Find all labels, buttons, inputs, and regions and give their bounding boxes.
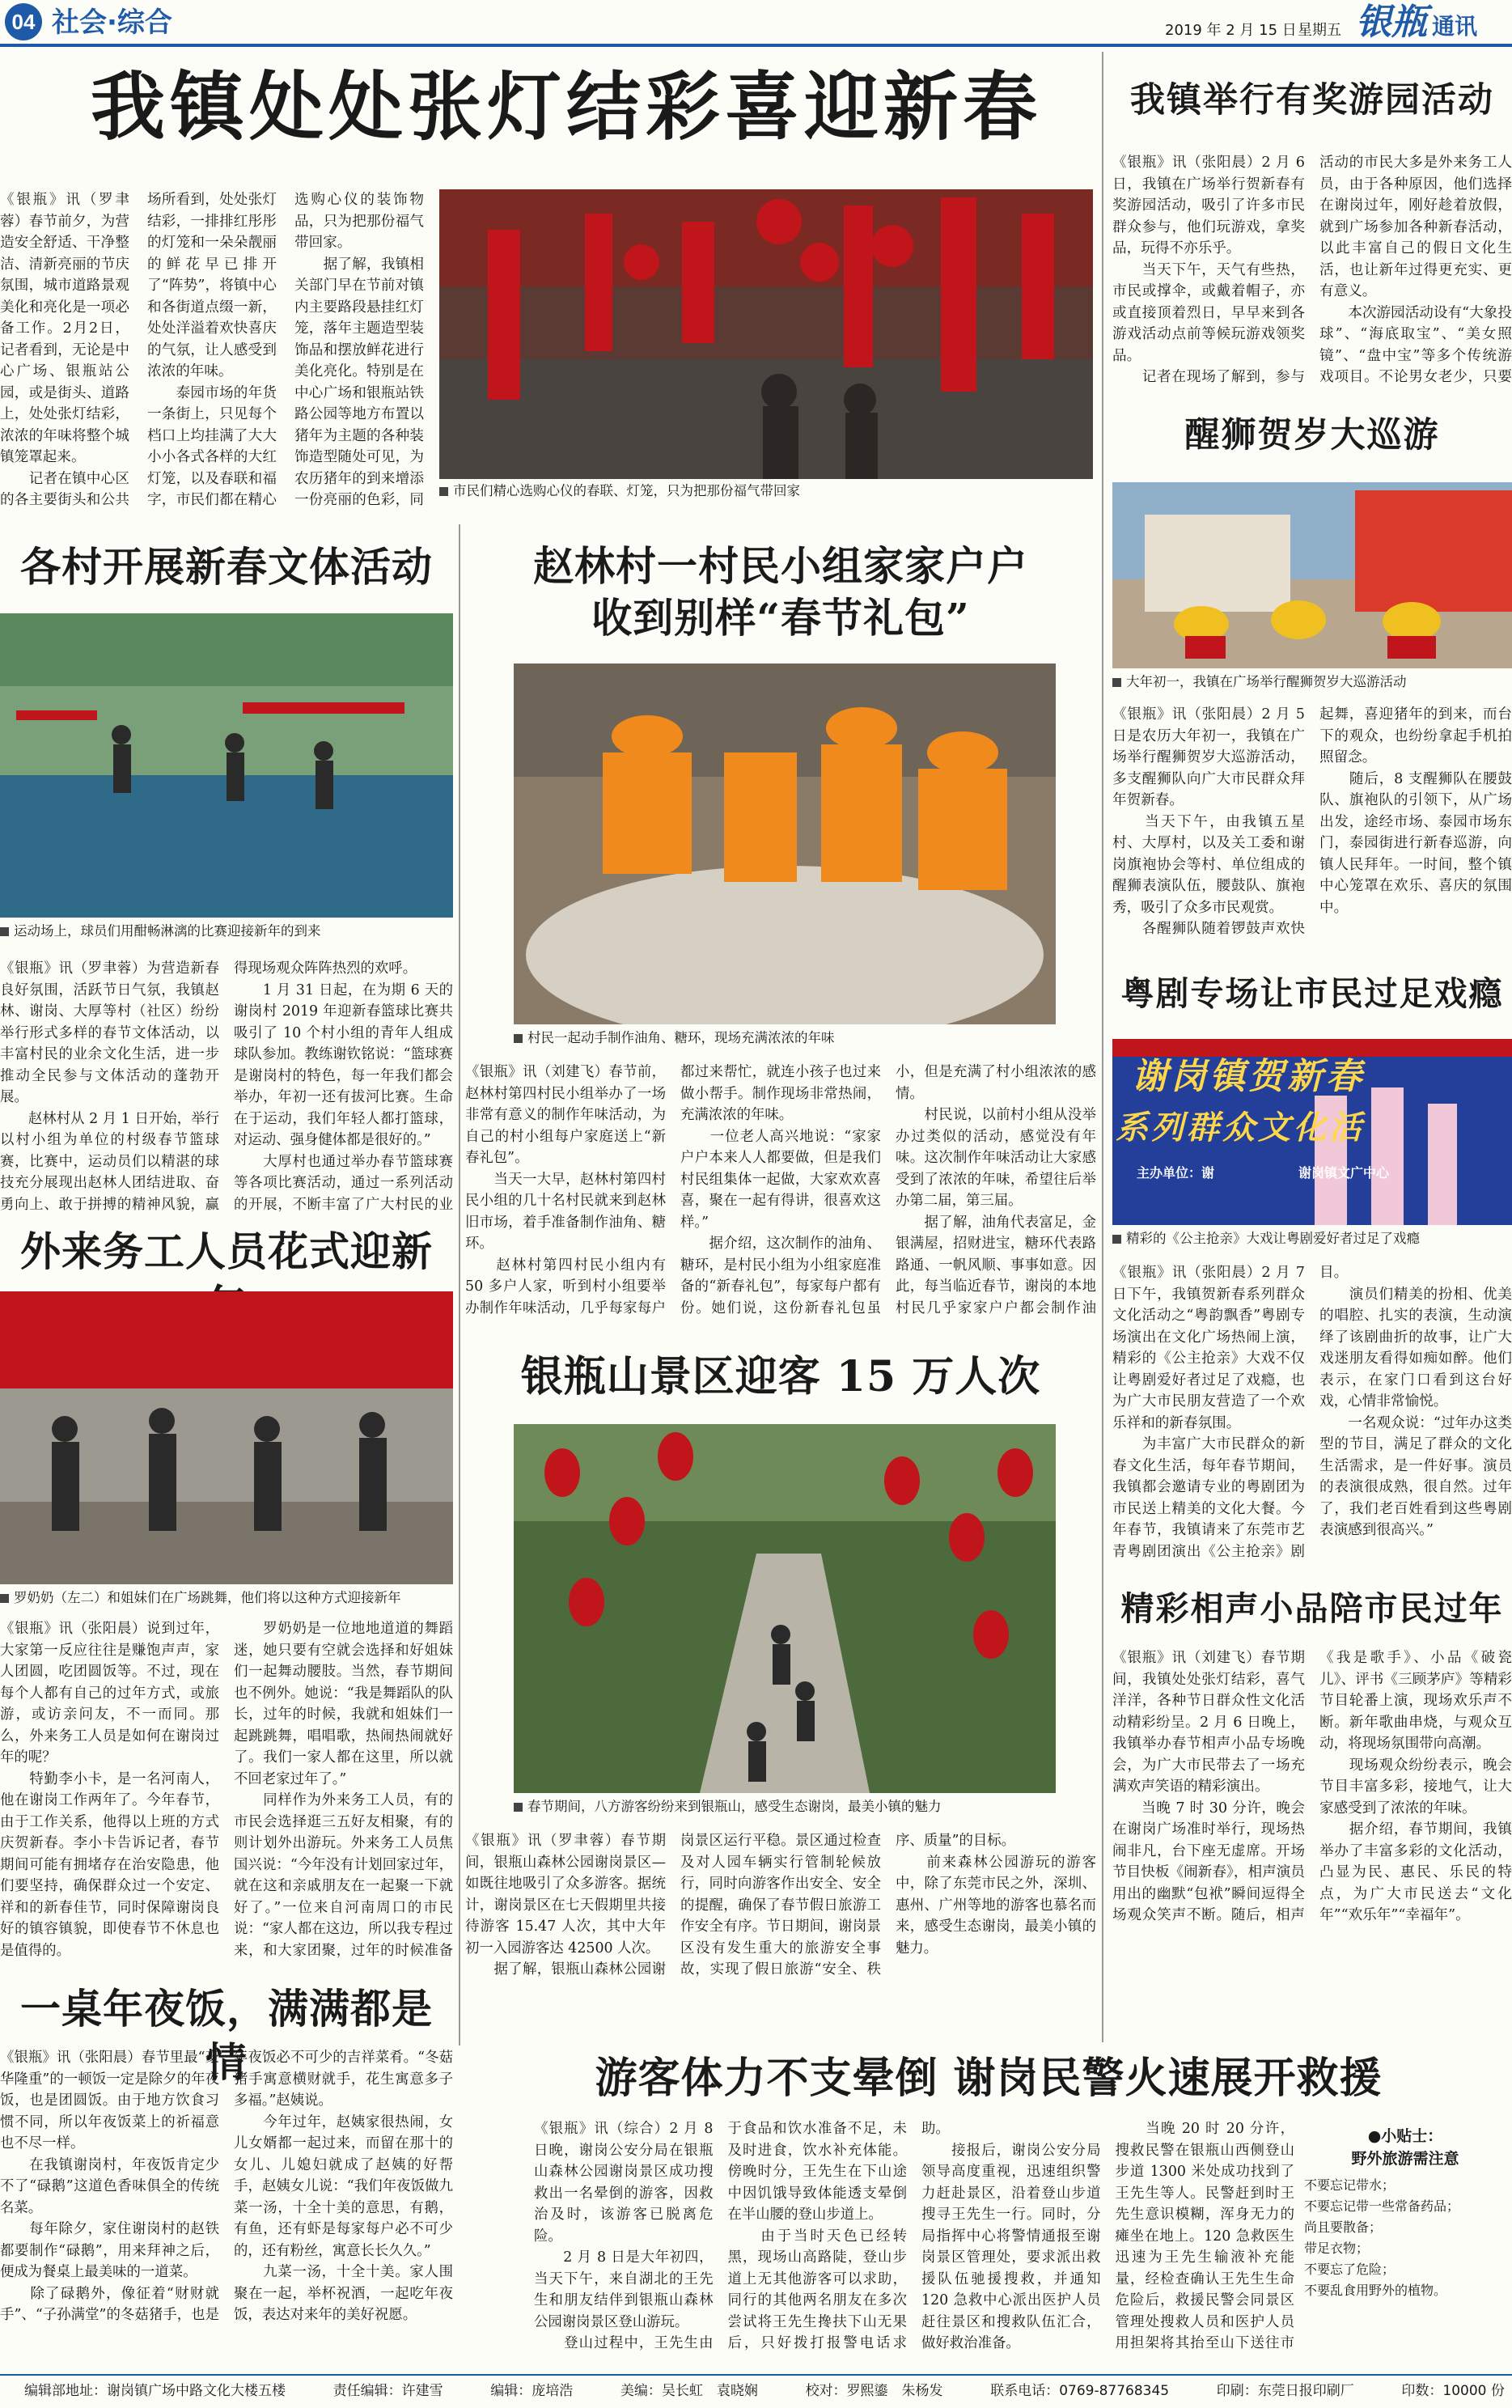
opera-photo-banner-3: 主办单位：谢 [1137,1165,1215,1181]
tips-item: 不要乱食用野外的植物。 [1304,2283,1447,2298]
villages-headline: 各村开展新春文体活动 [20,543,433,591]
gift-body: 《银瓶》讯（刘建飞）春节前，赵林村第四村民小组举办了一场非常有意义的制作年味活动，为自己的村小组每户家庭送上“新春礼包”。 当天一大早，赵林村第四村民小组的几十名村民就来到赵林旧市场，着手准备制作油角、糖环。 赵林村第四村民小组内有 50 多户人家，听到村小组要举办制作年味活动，几乎每家每户都过来帮忙，就连小孩子也过来做小帮手。制作现场非常热闹，充满浓浓的年味。 一位老人高兴地说：“家家户户本来人人都要做，但是我们村民组集体一起做，大家欢欢喜喜，聚在一起有得讲，很喜欢这样。” 据介绍，这次制作的油角、糖环，是村民小组为小组家庭准备的“新春礼包”，每家每户都有份。她们说，这份新春礼包虽小，但是充满了村小组浓浓的感情。 村民说，以前村小组从没举办过类似的活动，感觉没有年味。这次制作年味活动让大家感受到了浓浓的年味，希望往后举办第二届，第三届。 据了解，油角代表富足，金银满屋，招财进宝，糖环代表路路通、一帆风顺、事事如意。因此，每当临近春节，谢岗的本地村民几乎家家户户都会制作油 [465,1064,1096,1316]
crosstalk-headline: 精彩相声小品陪市民过年 [1120,1589,1504,1628]
tips-box [1304,2125,1506,2366]
caption-marker-icon [514,1803,523,1812]
lead-photo [439,189,1093,479]
scenic-caption [514,1798,1056,1816]
dinner-headline: 一桌年夜饭，满满都是情 [20,1985,433,2086]
lantern-market-photo [439,189,1093,479]
migrant-photo [0,1291,453,1584]
header-weekday: 星期五 [1298,22,1341,39]
caption-marker-icon [0,927,9,936]
crosstalk-body: 《银瓶》讯（刘建飞）春节期间，我镇处处张灯结彩，喜气洋洋，各种节日群众性文化活动精彩纷呈。2 月 6 日晚上，我镇举办春节相声小品专场晚会，为广大市民带去了一场充满欢声笑语的精彩演出。 当晚 7 时 30 分许，晚会在谢岗广场准时举行，现场热闹非凡，台下座无虚席。开场节目快板《闹新春》，相声演员用出的幽默“包袱”瞬间逗得全场观众笑声不断。随后，相声《我是歌手》、小品《破瓷儿》、评书《三顾茅庐》等精彩节目轮番上演，现场欢乐声不断。新年歌曲串烧，与观众互动，将现场氛围带向高潮。 现场观众纷纷表示，晚会节目丰富多彩，接地气，让大家感受到了浓浓的年味。 据介绍，春节期间，我镇举办了丰富多彩的文化活动，凸显为民、惠民、乐民的特点，为广大市民送去“文化年”“欢乐年”“幸福年”。 [1112,1650,1512,1923]
tips-item: 不要忘记带一些常备药品； [1304,2198,1460,2214]
opera-caption [1112,1230,1512,1248]
caption-marker-icon [0,1594,9,1603]
opera-photo-banner-2: 系列群众文化活 [1116,1109,1365,1147]
lion-dance-photo [1112,482,1512,668]
caption-marker-icon [1112,1235,1121,1244]
tips-item: 尚且要散备； [1304,2219,1383,2235]
opera-headline: 粤剧专场让市民过足戏瘾 [1120,974,1504,1013]
lion-body: 《银瓶》讯（张阳晨）2 月 5 日是农历大年初一，我镇在广场举行醒狮贺岁大巡游活动，多支醒狮队向广大市民群众拜年贺新春。 当天下午，由我镇五星村、大厚村，以及关工委和谢岗旗袍协会等村、单位组成的醒狮表演队伍，腰鼓队、旗袍秀，吸引了众多市民观赏。 各醒狮队随着锣鼓声欢快起舞，喜迎猪年的到来，而台下的观众，也纷纷拿起手机拍照留念。 随后，8 支醒狮队在腰鼓队、旗袍队的引领下，从广场出发，途经市场、泰园市场东门，泰园街进行新春巡游，向镇人民拜年。一时间，整个镇中心笼罩在欢乐、喜庆的氛围中。 [1112,706,1512,937]
footer-printer: 印刷：东莞日报印刷厂 [1216,2383,1354,2399]
garden-body: 《银瓶》讯（张阳晨）2 月 6 日，我镇在广场举行贺新春有奖游园活动，吸引了许多市民群众参与，他们玩游戏，拿奖品，玩得不亦乐乎。 当天下午，天气有些热，市民或撑伞，或戴着帽子，亦或直接顶着烈日，早早来到各游戏活动点前等候玩游戏领奖品。 记者在现场了解到，参与活动的市民大多是外来务工人员，由于各种原因，他们选择在谢岗过年，刚好趁着放假，就到广场参加各种新春活动，以此丰富自己的假日文化生活，也让新年过得更充实、更有意义。 本次游园活动设有“大象投球”、“海底取宝”、“美女照镜”、“盘中宝”等多个传统游戏项目。不论男女老少，只要 [1112,155,1512,385]
opera-caption-text: 精彩的《公主抢亲》大戏让粤剧爱好者过足了戏瘾 [1126,1231,1420,1246]
tips-subtitle: 野外旅游需注意 [1351,2150,1459,2168]
scenic-area-photo [514,1424,1056,1793]
opera-body: 《银瓶》讯（张阳晨）2 月 7 日下午，我镇贺新春系列群众文化活动之“粤韵飘香”粤剧专场演出在文化广场热闹上演，精彩的《公主抢亲》大戏不仅让粤剧爱好者过足了戏瘾，也为广大市民朋友营造了一个欢乐祥和的新春氛围。 为丰富广大市民群众的新春文化生活，每年春节期间，我镇都会邀请专业的粤剧团为市民送上精美的文化大餐。今年春节，我镇请来了东莞市艺青粤剧团演出《公主抢亲》剧目。 演员们精美的扮相、优美的唱腔、扎实的表演，生动演绎了该剧曲折的故事，让广大戏迷朋友看得如痴如醉。他们表示，在家门口看到这台好戏，心情非常愉悦。 一名观众说：“过年办这类型的节目，满足了群众的文化生活需求，是一件好事。演员的表演很成熟，很自然。过年了，我们老百姓看到这些粤剧表演感到很高兴。” [1112,1265,1512,1560]
footer-phone: 联系电话：0769-87768345 [990,2383,1170,2399]
opera-photo-banner-1: 谢岗镇贺新春 [1132,1056,1365,1097]
villages-caption [0,922,453,940]
opera-photo [1112,1039,1512,1225]
footer-editor: 编辑：庞培浩 [490,2383,574,2399]
migrant-caption-text: 罗奶奶（左二）和姐妹们在广场跳舞，他们将以这种方式迎接新年 [14,1590,401,1605]
basketball-photo [0,613,453,918]
footer-chief-editor: 责任编辑：许建雪 [332,2383,443,2399]
lion-photo [1112,482,1512,668]
tips-item: 不要忘了危险； [1304,2262,1396,2277]
right-column-divider [1102,52,1103,2042]
gift-photo [514,663,1056,1024]
scenic-headline: 银瓶山景区迎客 15 万人次 [520,1352,1041,1401]
lead-headline: 我镇处处张灯结彩喜迎新春 [90,63,1042,150]
caption-marker-icon [514,1034,523,1043]
brand-suffix: 通讯 [1432,13,1478,40]
square-dance-photo [0,1291,453,1584]
brand-name: 银瓶 [1356,2,1427,43]
gift-headline: 赵林村一村民小组家家户户 收到别样“春节礼包” [533,542,1028,642]
garden-headline: 我镇举行有奖游园活动 [1130,80,1494,121]
rescue-headline: 游客体力不支晕倒 谢岗民警火速展开救援 [595,2054,1383,2103]
scenic-body: 《银瓶》讯（罗聿蓉）春节期间，银瓶山森林公园谢岗景区—如既往地吸引了众多游客。据统计，谢岗景区在七天假期里共接待游客 15.47 人次，其中大年初一入园游客达 42500 人次。 据了解，银瓶山森林公园谢岗景区运行平稳。景区通过检查及对人园车辆实行管制轮候放行，同时向游客作出安全、安全的提醒，确保了春节假日旅游工作安全有序。节日期间，谢岗景区没有发生重大的旅游安全事故，实现了假日旅游“安全、秩序、质量”的目标。 前来森林公园游玩的游客中，除了东莞市民之外，深圳、惠州、广州等地的游客也慕名而来，感受生态谢岗，最美小镇的魅力。 [465,1833,1096,1978]
left-column-divider [459,524,460,2046]
lion-caption [1112,673,1512,691]
header-date: 2019 年 2 月 15 日 [1165,22,1297,39]
lion-headline: 醒狮贺岁大巡游 [1184,415,1440,456]
gift-caption-text: 村民一起动手制作油角、糖环，现场充满浓浓的年味 [527,1030,835,1045]
gift-caption [514,1029,1056,1047]
masthead-brand [1356,2,1477,48]
lead-body: 《银瓶》讯（罗聿蓉）春节前夕，为营造安全舒适、干净整洁、清新亮丽的节庆氛围，城市道路景观美化和亮化是一项必备工作。2月2日，记者看到，无论是中心广场、银瓶站公园，或是街头、道路上，处处张灯结彩，浓浓的年味将整个城镇笼罩起来。 记者在镇中心区的各主要街头和公共场所看到，处处张灯结彩，一排排红彤彤的灯笼和一朵朵靓丽的鲜花早已排开了“阵势”，将镇中心和各街道点缀一新，处处洋溢着欢快喜庆的气氛，让人感受到浓浓的年味。 泰园市场的年货一条街上，只见每个档口上均挂满了大大小小各式各样的大红灯笼，以及春联和福字，市民们都在精心选购心仪的装饰物品，只为把那份福气带回家。 据了解，我镇相关部门早在节前对镇内主要路段悬挂红灯笼，落年主题造型装饰品和摆放鲜花进行美化亮化。特别是在中心广场和银瓶站铁路公园等地方布置以猪年为主题的各种装饰造型随处可见，为农历猪年的到来增添一份亮丽的色彩，同 [0,192,424,508]
cooking-photo [514,663,1056,1024]
footer-credits [24,2379,1505,2405]
caption-marker-icon [1112,678,1121,687]
section-title: 社会·综合 [52,6,172,39]
page-number: 04 [11,10,36,34]
lead-caption [439,482,1093,500]
lead-caption-text: 市民们精心选购心仪的春联、灯笼，只为把那份福气带回家 [453,483,800,498]
tips-item: 不要忘记带水； [1304,2177,1396,2193]
rescue-body: 《银瓶》讯（综合）2 月 8 日晚，谢岗公安分局在银瓶山森林公园谢岗景区成功搜救出一名晕倒的游客，因救治及时，该游客已脱离危险。 2 月 8 日是大年初四，当天下午，来自湖北的王先生和朋友结伴到银瓶山森林公园谢岗景区登山游玩。 登山过程中，王先生由于食品和饮水准备不足，未及时进食，饮水补充体能。傍晚时分，王先生在下山途中因饥饿导致体能透支晕倒在半山腰的登山步道上。 由于当时天色已经转黑，现场山高路陡，登山步道上无其他游客可以求助，同行的其他两名朋友在多次尝试将王先生搀扶下山无果后，只好拨打报警电话求助。 接报后，谢岗公安分局领导高度重视，迅速组织警力赶赴景区，沿着登山步道搜寻王先生一行。同时，分局指挥中心将警情通报至谢岗景区管理处，要求派出救援队伍驰援搜救，并通知 120 急救中心派出医护人员赶往景区和搜救队伍汇合，做好救治准备。 当晚 20 时 20 分许，搜救民警在银瓶山西侧登山步道 1300 米处成功找到了王先生等人。民警赶到时王先生意识模糊，浑身无力的瘫坐在地上。120 急救医生迅速为王先生输液补充能量，经检查确认王先生生命危险后，救援民警会同景区管理处搜救人员和医护人员用担架将其抬至山下送往市 [534,2121,1294,2351]
footer-rule [0,2374,1512,2376]
page-number-badge [5,3,42,40]
footer-address: 编辑部地址：谢岗镇广场中路文化大楼五楼 [24,2383,286,2399]
dinner-body: 《银瓶》讯（张阳晨）春节里最“豪华隆重”的一顿饭一定是除夕的年夜饭，也是团圆饭。由于地方饮食习惯不同，所以年夜饭菜上的祈福意也不尽一样。 在我镇谢岗村，年夜饭肯定少不了“碌鹅”这道色香味俱全的传统名菜。 每年除夕，家住谢岗村的赵铁都要制作“碌鹅”，用来拜神之后，便成为餐桌上最美味的一道菜。 除了碌鹅外，像征着“财财就手”、“子孙满堂”的冬菇猪手，也是年夜饭必不可少的吉祥菜肴。“冬菇猪手寓意横财就手，花生寓意多子多福。”赵姨说。 今年过年，赵姨家很热闹，女儿女婿都一起过来，而留在那十的女儿、儿媳妇就成了赵姨的好帮手，赵姨女儿说：“我们年夜饭做九菜一汤，十全十美的意思，有鹅，有鱼，还有虾是每家每户必不可少的，还有粉丝，寓意长长久久。” 九菜一汤，十全十美。家人围聚在一起，举杯祝酒，一起吃年夜饭，表达对来年的美好祝愿。 [0,2050,453,2323]
footer-print-run: 印数：10000 份 [1401,2383,1505,2399]
opera-photo-banner-4: 谢岗镇文广中心 [1298,1165,1390,1181]
footer-proofreader: 校对：罗熙鎏 朱杨发 [805,2383,943,2399]
caption-marker-icon [439,487,448,496]
footer-art-editor: 美编：吴长虹 袁晓娴 [620,2383,758,2399]
header-rule [0,44,1512,47]
migrant-caption [0,1589,453,1607]
villages-caption-text: 运动场上，球员们用酣畅淋漓的比赛迎接新年的到来 [14,923,321,939]
tips-item: 带足衣物； [1304,2241,1370,2256]
migrant-body: 《银瓶》讯（张阳晨）说到过年，大家第一反应往往是赚饱声声，家人团圆，吃团圆饭等。不过，现在每个人都有自己的过年方式，或旅游，或访亲问友，不一而同。那么，外来务工人员是如何在谢岗过年的呢？ 特勤李小卡，是一名河南人，他在谢岗工作两年了。今年春节，由于工作关系，他得以上班的方式庆贺新春。李小卡告诉记者，春节期间可能有拥堵存在治安隐患，他们要坚持，确保群众过一个安定、祥和的新春佳节，同时保障谢岗良好的镇容镇貌，即使春节不休息也是值得的。 罗奶奶是一位地地道道的舞蹈迷，她只要有空就会选择和好姐妹们一起舞动腰肢。当然，春节期间也不例外。她说：“我是舞蹈队的队长，过年的时候，我就和姐妹们一起跳跳舞，唱唱歌，热闹热闹就好了。我们一家人都在这里，所以就不回老家过年了。” 同样作为外来务工人员，有的市民会选择逛三五好友相聚，有的则计划外出游玩。外来务工人员焦国兴说：“今年没有计划回家过年，就在这和亲戚朋友在一起聚一下就好了。”一位来自河南周口的市民说：“家人都在这边，所以我专程过来，和大家团聚，过年的时候准备 [0,1621,453,1959]
villages-body: 《银瓶》讯（罗聿蓉）为营造新春良好氛围，活跃节日气氛，我镇赵林、谢岗、大厚等村（社区）纷纷举行形式多样的春节文体活动，以丰富村民的业余文化生活，进一步推动全民参与文体活动的蓬勃开展。 赵林村从 2 月 1 日开始，举行以村小组为单位的村级春节篮球赛，比赛中，运动员们以精湛的球技充分展现出赵林人团结进取、奋勇向上、敢于拼搏的精神风貌，赢得现场观众阵阵热烈的欢呼。 1 月 31 日起，在为期 6 天的谢岗村 2019 年迎新春篮球比赛共吸引了 10 个村小组的青年人组成球队参加。教练谢钦铭说：“篮球赛是谢岗村的特色，每一年我们都会举办，年初一还有拔河比赛。生命在于运动，我们年轻人都打篮球，对运动、强身健体都是很好的。” 大厚村也通过举办春节篮球赛等各项比赛活动，通过一系列活动的开展，不断丰富了广大村民的业 [0,960,453,1213]
lion-caption-text: 大年初一，我镇在广场举行醒狮贺岁大巡游活动 [1126,674,1407,689]
migrant-headline: 外来务工人员花式迎新 [20,1227,433,1275]
tips-title: ●小贴士： [1367,2127,1443,2145]
villages-photo [0,613,453,918]
scenic-caption-text: 春节期间，八方游客纷纷来到银瓶山，感受生态谢岗，最美小镇的魅力 [527,1799,942,1814]
scenic-photo [514,1424,1056,1793]
